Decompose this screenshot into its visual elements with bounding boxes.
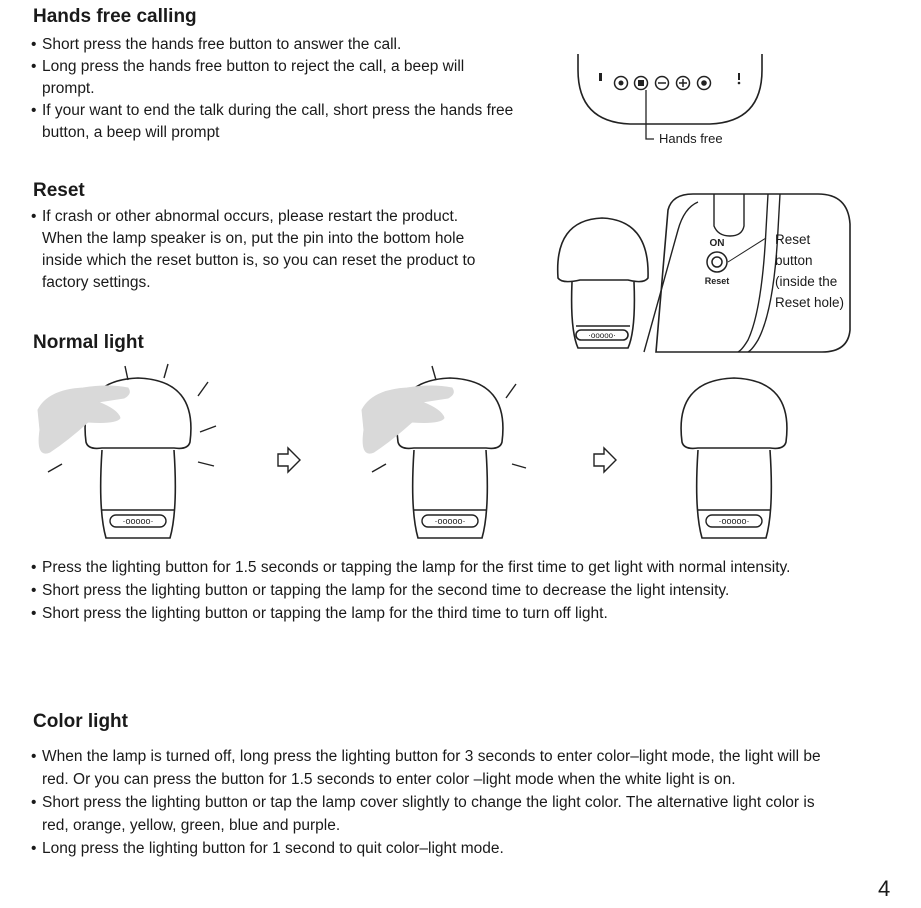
lamp-illustration bbox=[362, 366, 526, 538]
minus-icon bbox=[656, 77, 669, 90]
reset-button-callout: Reset button (inside the Reset hole) bbox=[775, 232, 845, 310]
svg-text:·ooooo·: ·ooooo· bbox=[588, 331, 616, 340]
arrow-right-icon bbox=[594, 448, 616, 472]
reset-list bbox=[31, 206, 501, 294]
list-item: • Long press the lighting button for 1 second to quit color–light mode. bbox=[31, 837, 831, 860]
list-item: • If crash or other abnormal occurs, please restart the product. When the lamp speaker is on, put the pin into the bottom hole inside which the reset button is, so you can reset the product to factory settings. bbox=[31, 206, 501, 294]
hands-free-list bbox=[31, 34, 521, 144]
plus-icon bbox=[677, 77, 690, 90]
section-title-normal-light: Normal light bbox=[33, 332, 144, 353]
power-icon bbox=[615, 77, 628, 90]
normal-light-illustration: ·ooooo· bbox=[30, 360, 790, 550]
list-item: • When the lamp is turned off, long press the lighting button for 3 seconds to enter color–light mode, the light will be red. Or you can press the button for 1.5 seconds to enter color –light mode when the white light is on. bbox=[31, 745, 831, 791]
color-light-list bbox=[31, 745, 831, 860]
page-number: 4 bbox=[878, 876, 891, 901]
list-item: • Short press the lighting button or tapping the lamp for the third time to turn off light. bbox=[31, 602, 851, 625]
lamp-illustration bbox=[681, 378, 787, 538]
on-label: ON bbox=[709, 238, 725, 249]
reset-hole-label: Reset bbox=[704, 276, 730, 286]
hands-free-label: Hands free bbox=[659, 131, 723, 146]
lamp-illustration bbox=[558, 218, 648, 348]
play-pause-icon bbox=[635, 77, 648, 90]
list-item: • Short press the lighting button or tap the lamp cover slightly to change the light color. The alternative light color is red, orange, yellow, green, blue and purple. bbox=[31, 791, 831, 837]
list-item: • Short press the hands free button to answer the call. bbox=[31, 34, 521, 56]
section-title-reset: Reset bbox=[33, 180, 85, 201]
list-item: • Short press the lighting button or tapping the lamp for the second time to decrease the light intensity. bbox=[31, 579, 851, 602]
list-item: • Press the lighting button for 1.5 seconds or tapping the lamp for the first time to get light with normal intensity. bbox=[31, 556, 851, 579]
light-icon bbox=[698, 77, 711, 90]
list-item: • If your want to end the talk during the call, short press the hands free button, a beep will prompt bbox=[31, 100, 521, 144]
section-title-color-light: Color light bbox=[33, 711, 128, 732]
lamp-illustration bbox=[38, 364, 216, 538]
section-title-hands-free: Hands free calling bbox=[33, 6, 197, 27]
normal-light-list bbox=[31, 556, 851, 625]
list-item: • Long press the hands free button to reject the call, a beep will prompt. bbox=[31, 56, 521, 100]
arrow-right-icon bbox=[278, 448, 300, 472]
